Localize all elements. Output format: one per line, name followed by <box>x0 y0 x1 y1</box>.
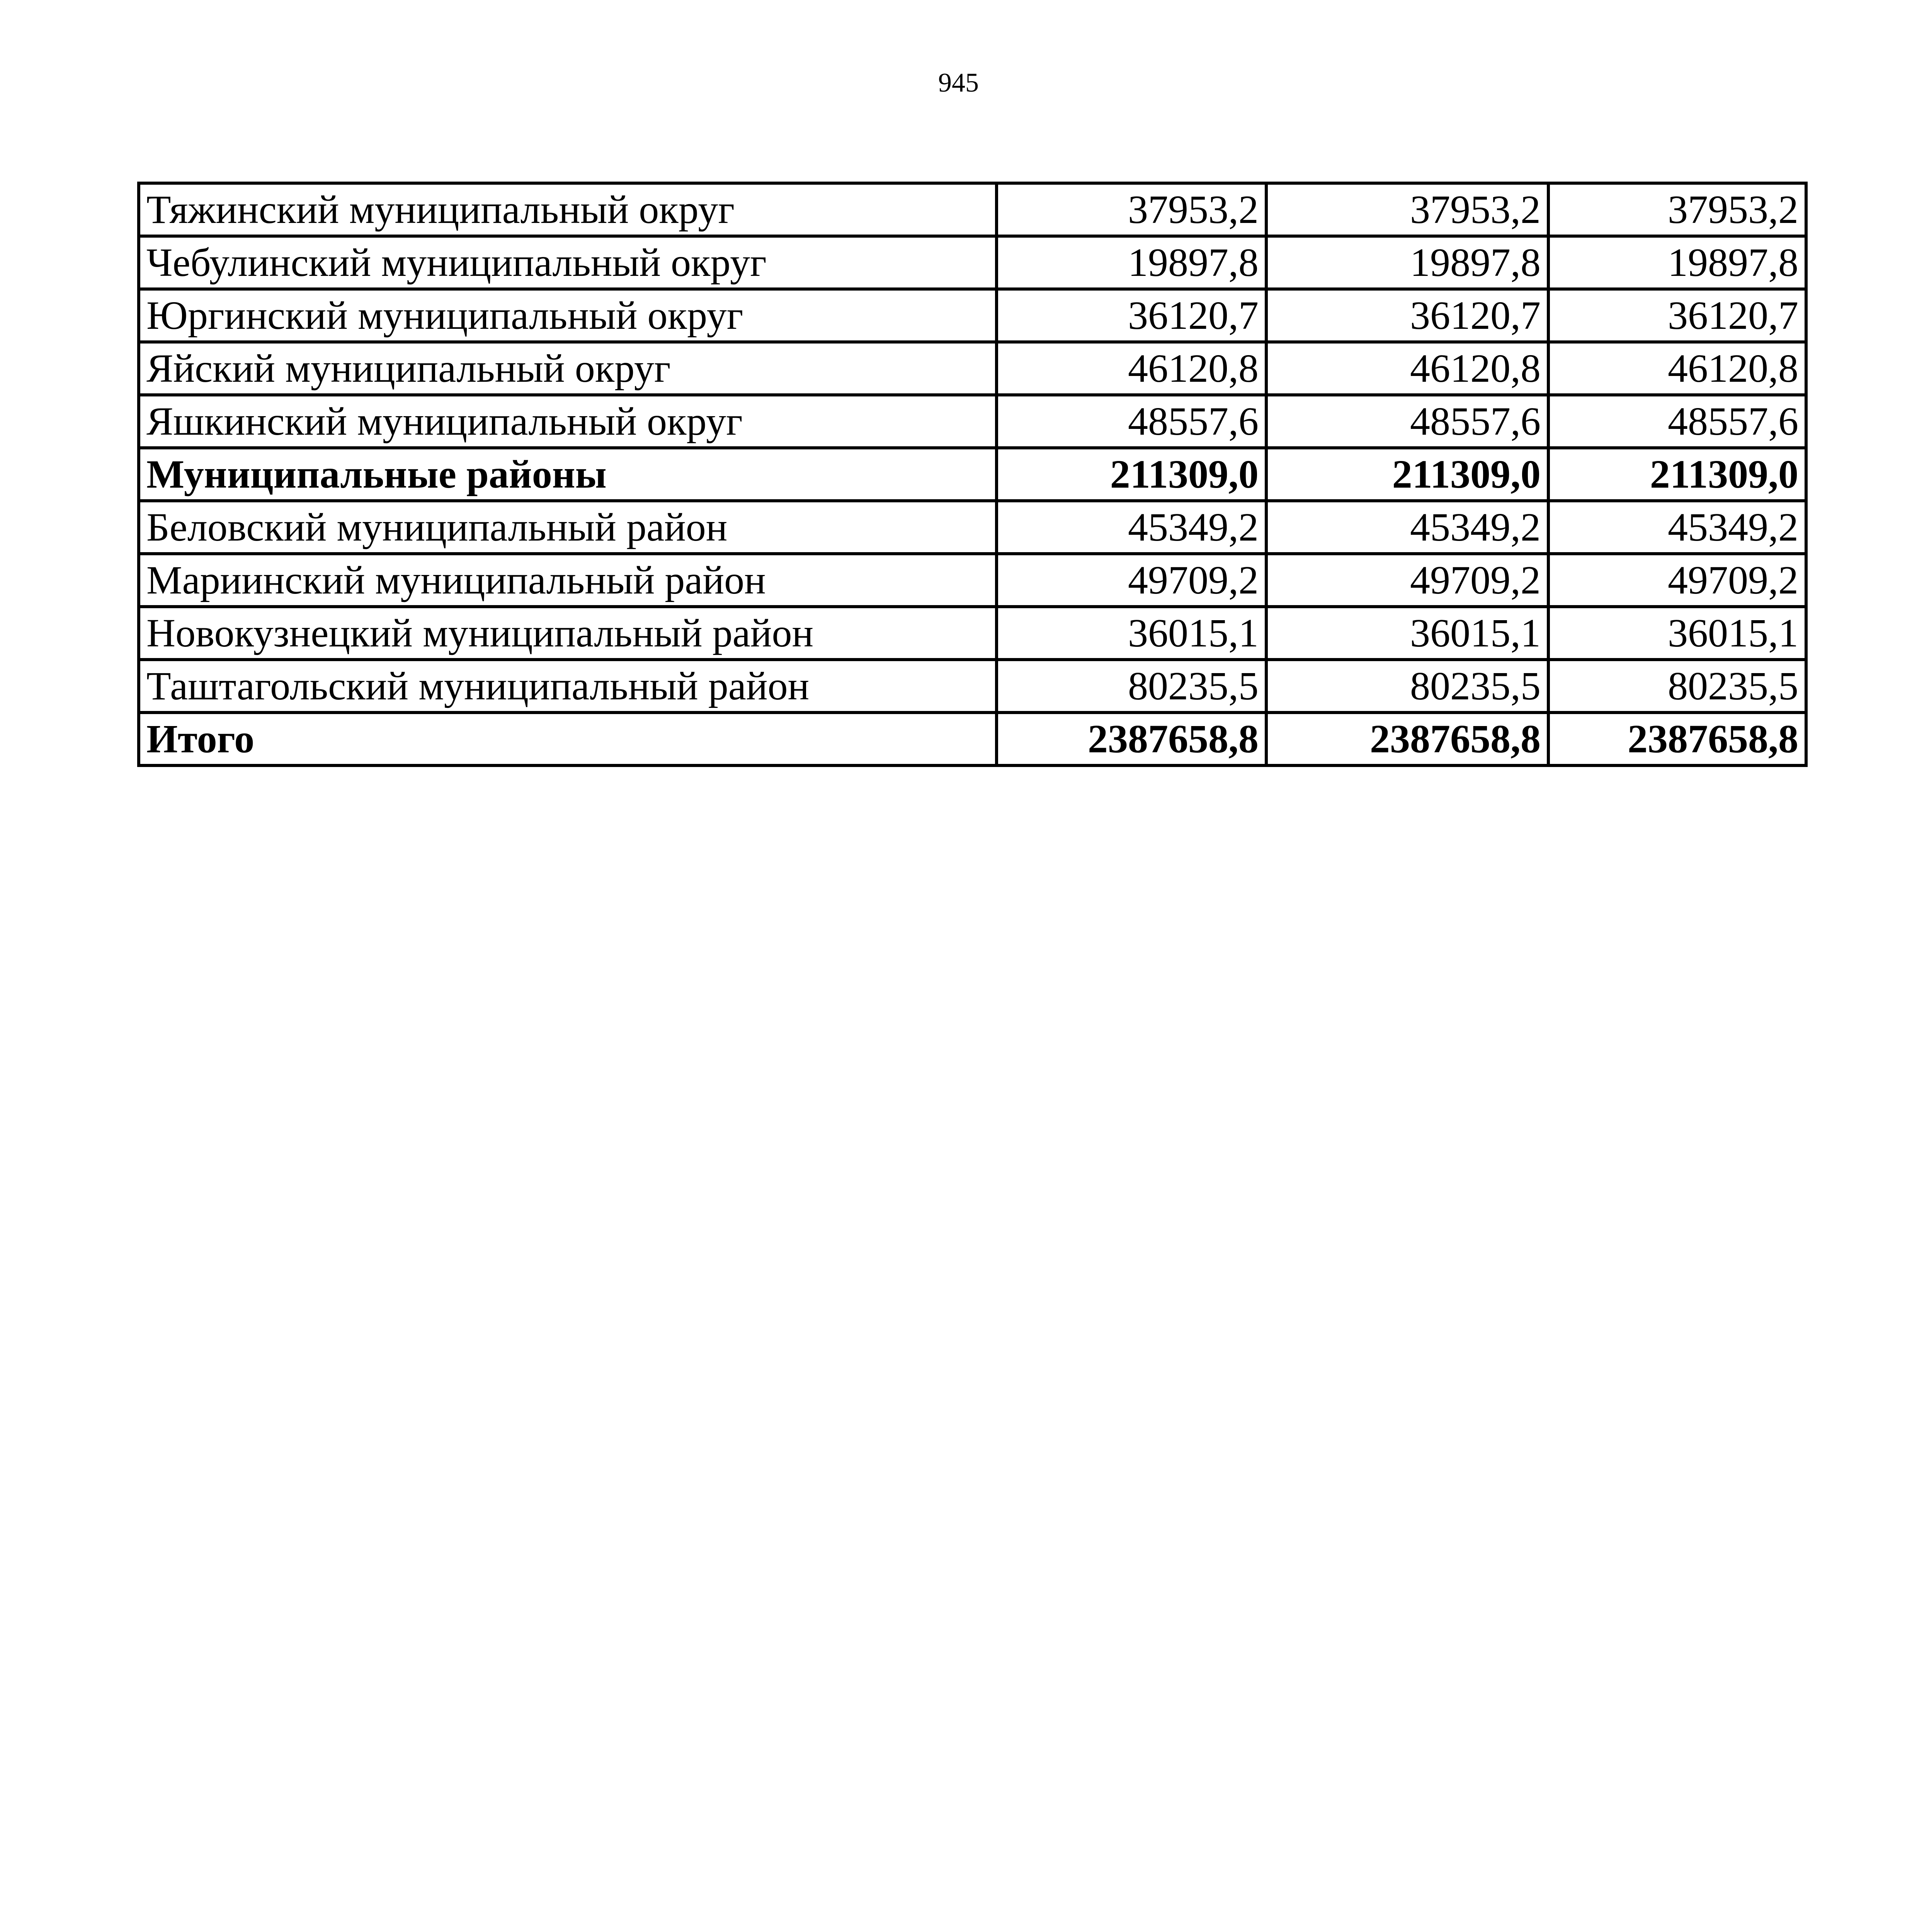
row-value-2: 37953,2 <box>1266 183 1548 236</box>
row-value-2: 45349,2 <box>1266 501 1548 554</box>
table-body <box>139 183 1806 765</box>
row-value-3: 2387658,8 <box>1548 713 1806 765</box>
table-row <box>139 501 1806 554</box>
row-value-1: 48557,6 <box>997 395 1266 448</box>
table-row <box>139 660 1806 713</box>
row-value-1: 211309,0 <box>997 448 1266 501</box>
row-value-1: 36015,1 <box>997 607 1266 660</box>
table-row <box>139 236 1806 289</box>
row-value-1: 80235,5 <box>997 660 1266 713</box>
row-name: Мариинский муниципальный район <box>139 554 997 607</box>
row-value-3: 48557,6 <box>1548 395 1806 448</box>
budget-table <box>137 182 1808 767</box>
row-value-2: 36015,1 <box>1266 607 1548 660</box>
row-value-2: 36120,7 <box>1266 289 1548 342</box>
row-name: Новокузнецкий муниципальный район <box>139 607 997 660</box>
row-value-2: 211309,0 <box>1266 448 1548 501</box>
table-row <box>139 183 1806 236</box>
row-value-2: 2387658,8 <box>1266 713 1548 765</box>
row-value-3: 49709,2 <box>1548 554 1806 607</box>
row-value-1: 2387658,8 <box>997 713 1266 765</box>
row-name: Итого <box>139 713 997 765</box>
row-value-1: 49709,2 <box>997 554 1266 607</box>
row-name: Тяжинский муниципальный округ <box>139 183 997 236</box>
row-value-1: 36120,7 <box>997 289 1266 342</box>
table-row <box>139 554 1806 607</box>
row-name: Яшкинский муниципальный округ <box>139 395 997 448</box>
row-name: Яйский муниципальный округ <box>139 342 997 395</box>
table-row <box>139 342 1806 395</box>
table-row <box>139 289 1806 342</box>
table-row <box>139 607 1806 660</box>
row-value-2: 49709,2 <box>1266 554 1548 607</box>
row-value-3: 36015,1 <box>1548 607 1806 660</box>
row-value-2: 46120,8 <box>1266 342 1548 395</box>
row-value-1: 19897,8 <box>997 236 1266 289</box>
row-value-3: 211309,0 <box>1548 448 1806 501</box>
table-row <box>139 713 1806 765</box>
row-value-2: 80235,5 <box>1266 660 1548 713</box>
row-value-3: 80235,5 <box>1548 660 1806 713</box>
row-value-1: 37953,2 <box>997 183 1266 236</box>
row-name: Таштагольский муниципальный район <box>139 660 997 713</box>
row-value-3: 46120,8 <box>1548 342 1806 395</box>
row-name: Чебулинский муниципальный округ <box>139 236 997 289</box>
row-name: Муниципальные районы <box>139 448 997 501</box>
row-name: Юргинский муниципальный округ <box>139 289 997 342</box>
table-row <box>139 448 1806 501</box>
table-row <box>139 395 1806 448</box>
row-value-3: 45349,2 <box>1548 501 1806 554</box>
row-value-2: 48557,6 <box>1266 395 1548 448</box>
row-value-1: 46120,8 <box>997 342 1266 395</box>
row-value-2: 19897,8 <box>1266 236 1548 289</box>
row-value-3: 36120,7 <box>1548 289 1806 342</box>
row-value-3: 19897,8 <box>1548 236 1806 289</box>
row-value-1: 45349,2 <box>997 501 1266 554</box>
row-name: Беловский муниципальный район <box>139 501 997 554</box>
page-number: 945 <box>938 68 979 98</box>
row-value-3: 37953,2 <box>1548 183 1806 236</box>
